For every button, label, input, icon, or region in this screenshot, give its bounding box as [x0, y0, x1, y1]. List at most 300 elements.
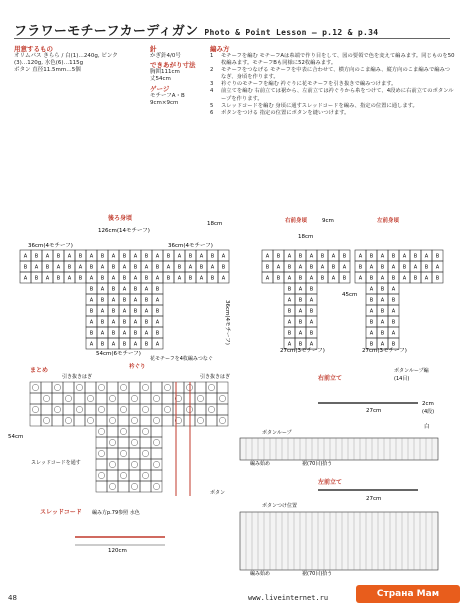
motif-label: A: [45, 253, 50, 260]
motif-label: A: [210, 264, 215, 271]
dim-front-27a: 27cm(3モチーフ): [280, 348, 325, 354]
assembly-cell: [140, 448, 151, 459]
motif-label: A: [122, 264, 127, 271]
assembly-cell: [195, 415, 206, 426]
dim-v36: 36cm(4モチーフ): [224, 300, 230, 345]
button-pos-label: ボタンつけ位置: [262, 503, 298, 509]
motif-label: B: [78, 275, 83, 282]
motif-label: B: [56, 253, 61, 260]
pull-right: 引き抜きはぎ: [200, 374, 231, 380]
motif-label: A: [100, 330, 105, 337]
assembly-diagram: [30, 382, 228, 496]
motif-label: A: [402, 275, 407, 282]
neck-label: 衿ぐり: [129, 364, 146, 370]
size-line: 丈54cm: [150, 76, 171, 83]
motif-label: A: [424, 275, 429, 282]
motif-label: A: [34, 264, 39, 271]
assembly-cell: [129, 382, 140, 393]
hem-right: 裾(70目)拾う: [302, 461, 333, 467]
motif-label: A: [298, 264, 303, 271]
flower-motif: [153, 395, 159, 401]
back-title: 後ろ身頃: [108, 215, 133, 222]
needle-line: かぎ針4/0号: [150, 53, 181, 59]
motif-label: B: [133, 330, 138, 337]
motif-label: A: [380, 319, 385, 326]
step-number: 4: [210, 88, 214, 95]
motif-label: A: [67, 275, 72, 282]
assembly-cell: [173, 415, 184, 426]
assembly-cell: [217, 382, 228, 393]
flower-motif: [43, 395, 49, 401]
motif-label: B: [34, 275, 39, 282]
materials-line: ボタン 直径11.5mm…5個: [14, 67, 81, 74]
assembly-cell: [118, 437, 129, 448]
assembly-cell: [129, 481, 140, 492]
motif-label: A: [78, 264, 83, 271]
assembly-cell: [30, 393, 41, 404]
motif-label: B: [155, 286, 160, 293]
motif-label: B: [298, 297, 303, 304]
assembly-cell: [129, 415, 140, 426]
motif-label: B: [342, 253, 347, 260]
motif-label: B: [287, 330, 292, 337]
motif-label: B: [100, 297, 105, 304]
gauge-heading: ゲージ: [150, 84, 170, 93]
motif-label: B: [155, 264, 160, 271]
assembly-cell: [96, 470, 107, 481]
band-w2: 2cm: [422, 401, 434, 407]
size-line: 胸囲111cm: [150, 69, 180, 76]
assembly-cell: [118, 470, 129, 481]
flower-motif: [164, 384, 170, 390]
motif-label: A: [122, 308, 127, 315]
flower-motif: [131, 483, 137, 489]
flower-motif: [208, 384, 214, 390]
cord-note: 編み方p.79参照 水色: [92, 510, 140, 516]
motif-label: B: [23, 264, 28, 271]
step-text: モチーフをつなげる モチーフを中表に合わせて、横方向のこま編み、縦方向のこま編みで編みつなぎ、身頃を作ります。: [221, 67, 451, 81]
motif-label: A: [111, 319, 116, 326]
step-number: 5: [210, 102, 214, 109]
materials-line: オリムパス きらら / 白(1)…240g, ピンク: [14, 53, 118, 59]
motif-grids: [20, 250, 443, 349]
motif-label: B: [89, 308, 94, 315]
flower-motif: [98, 450, 104, 456]
assembly-cell: [195, 404, 206, 415]
title-main: フラワーモチーフカーディガン: [14, 24, 199, 39]
flower-motif: [109, 461, 115, 467]
motif-label: A: [221, 253, 226, 260]
assembly-cell: [96, 415, 107, 426]
motif-label: B: [144, 297, 149, 304]
flower-motif: [98, 428, 104, 434]
dim-side-right: 36cm(4モチーフ): [168, 243, 213, 249]
motif-label: B: [435, 253, 440, 260]
assembly-cell: [52, 404, 63, 415]
assembly-cell: [140, 393, 151, 404]
step-number: 3: [210, 81, 214, 88]
band-chart: [240, 438, 438, 460]
materials-heading: 用意するもの: [14, 45, 53, 53]
motif-label: B: [111, 308, 116, 315]
motif-label: B: [287, 286, 292, 293]
motif-label: A: [133, 297, 138, 304]
motif-label: B: [413, 253, 418, 260]
assembly-cell: [140, 382, 151, 393]
motif-label: A: [133, 275, 138, 282]
motif-label: B: [369, 275, 374, 282]
assembly-cell: [52, 393, 63, 404]
assembly-cell: [74, 382, 85, 393]
assembly-cell: [107, 459, 118, 470]
motif-label: B: [100, 341, 105, 348]
motif-label: A: [369, 308, 374, 315]
assembly-cell: [63, 415, 74, 426]
left-band-title: 左前立て: [318, 479, 343, 486]
motif-label: A: [45, 275, 50, 282]
motif-label: A: [155, 341, 160, 348]
motif-label: A: [309, 253, 314, 260]
assembly-cell: [195, 393, 206, 404]
motif-label: B: [298, 319, 303, 326]
motif-label: B: [210, 275, 215, 282]
motif-label: A: [144, 330, 149, 337]
flower-motif: [109, 483, 115, 489]
flower-motif: [76, 384, 82, 390]
motif-label: B: [342, 275, 347, 282]
motif-label: B: [34, 253, 39, 260]
motif-label: A: [358, 275, 363, 282]
assembly-cell: [30, 404, 41, 415]
motif-label: A: [309, 319, 314, 326]
flower-motif: [131, 417, 137, 423]
dim-front-45: 45cm: [342, 292, 358, 298]
motif-label: B: [298, 341, 303, 348]
assembly-cell: [41, 382, 52, 393]
motif-label: A: [111, 341, 116, 348]
assembly-cell: [41, 404, 52, 415]
motif-label: A: [309, 297, 314, 304]
flower-motif: [76, 406, 82, 412]
flower-motif: [131, 439, 137, 445]
assembly-cell: [118, 393, 129, 404]
motif-label: B: [435, 275, 440, 282]
needle-heading: 針: [150, 45, 157, 53]
assembly-cell: [85, 382, 96, 393]
title-sub: Photo & Point Lesson – p.12 & p.34: [204, 28, 379, 37]
motif-label: B: [100, 253, 105, 260]
flower-motif: [87, 395, 93, 401]
motif-label: A: [89, 319, 94, 326]
motif-label: A: [166, 264, 171, 271]
assembly-cell: [140, 470, 151, 481]
assembly-cell: [140, 415, 151, 426]
motif-label: A: [133, 319, 138, 326]
motif-label: A: [100, 308, 105, 315]
assembly-cell: [96, 481, 107, 492]
motif-label: A: [380, 297, 385, 304]
start-left: 編み始め: [250, 571, 271, 577]
assembly-cell: [118, 426, 129, 437]
motif-label: A: [155, 275, 160, 282]
flower-motif: [208, 406, 214, 412]
motif-label: B: [380, 330, 385, 337]
assembly-cell: [162, 393, 173, 404]
loop-count: (14目): [394, 376, 410, 382]
assembly-cell: [96, 459, 107, 470]
size-heading: できあがり寸法: [150, 61, 196, 70]
motif-label: B: [369, 341, 374, 348]
motif-label: B: [413, 275, 418, 282]
motif-label: B: [199, 264, 204, 271]
flower-motif: [98, 406, 104, 412]
assembly-cell: [74, 415, 85, 426]
motif-label: B: [133, 308, 138, 315]
assembly-cell: [107, 481, 118, 492]
assembly-cell: [118, 382, 129, 393]
motif-label: B: [320, 253, 325, 260]
motif-label: A: [89, 297, 94, 304]
assembly-cell: [151, 426, 162, 437]
assembly-cell: [129, 437, 140, 448]
motif-label: A: [177, 275, 182, 282]
dim-18: 18cm: [207, 221, 223, 227]
assembly-cell: [162, 382, 173, 393]
motif-label: B: [369, 297, 374, 304]
dim-center: 54cm(6モチーフ): [96, 351, 141, 357]
motif-label: B: [100, 275, 105, 282]
motif-label: B: [402, 264, 407, 271]
assembly-cell: [30, 415, 41, 426]
motif-label: B: [380, 264, 385, 271]
assembly-cell: [129, 448, 140, 459]
motif-label: B: [391, 319, 396, 326]
assembly-cell: [140, 437, 151, 448]
motif-label: B: [309, 308, 314, 315]
assembly-cell: [118, 448, 129, 459]
motif-label: B: [309, 286, 314, 293]
assembly-cell: [151, 415, 162, 426]
flower-motif: [32, 406, 38, 412]
motif-label: A: [342, 264, 347, 271]
pull-left: 引き抜きはぎ: [62, 374, 93, 380]
motif-label: B: [391, 275, 396, 282]
motif-label: B: [424, 264, 429, 271]
motif-label: A: [391, 286, 396, 293]
flower-motif: [87, 417, 93, 423]
hem-left: 裾(70目)拾う: [302, 571, 333, 577]
motif-label: A: [331, 253, 336, 260]
assembly-cell: [63, 382, 74, 393]
flower-motif: [32, 384, 38, 390]
step-text: 衿ぐりのモチーフを編む 衿ぐりに花モチーフを引き抜きで編みつけます。: [221, 81, 397, 88]
assembly-cell: [129, 470, 140, 481]
source-url: www.liveinternet.ru: [248, 594, 329, 602]
motif-label: B: [309, 264, 314, 271]
assembly-cell: [151, 481, 162, 492]
white-label: 白: [424, 424, 430, 430]
motif-label: A: [287, 341, 292, 348]
flower-motif: [153, 417, 159, 423]
flower-motif: [164, 406, 170, 412]
motif-label: A: [144, 286, 149, 293]
motif-label: B: [122, 253, 127, 260]
assembly-title: まとめ: [30, 367, 49, 374]
motif-label: B: [144, 341, 149, 348]
motif-label: A: [133, 341, 138, 348]
assembly-cell: [217, 415, 228, 426]
assembly-cell: [140, 481, 151, 492]
assembly-cell: [173, 393, 184, 404]
assembly-cell: [151, 437, 162, 448]
right-band-title: 右前立て: [318, 375, 343, 382]
flower-motif: [109, 395, 115, 401]
page-number: 48: [8, 594, 17, 602]
step-text: ボタンをつける 指定の位置にボタンを縫いつけます。: [221, 109, 350, 116]
watermark-logo: Страна Мам: [356, 585, 460, 603]
assembly-cell: [206, 415, 217, 426]
motif-label: B: [111, 330, 116, 337]
motif-label: B: [276, 275, 281, 282]
step-number: 1: [210, 53, 214, 59]
motif-label: B: [45, 264, 50, 271]
motif-label: B: [391, 341, 396, 348]
flower-motif: [98, 384, 104, 390]
motif-label: A: [298, 308, 303, 315]
assembly-cell: [107, 448, 118, 459]
gauge-line: モチーフA・B: [150, 92, 185, 99]
right-front-title: 右前身頃: [285, 218, 308, 224]
motif-label: B: [287, 308, 292, 315]
motif-label: B: [369, 319, 374, 326]
gauge-line: 9cm×9cm: [150, 99, 179, 106]
band-chart: [240, 512, 438, 570]
motif-label: B: [210, 253, 215, 260]
motif-label: A: [391, 330, 396, 337]
thread-note: スレッドコードを通す: [31, 460, 81, 466]
motif-label: B: [391, 253, 396, 260]
motif-label: B: [358, 264, 363, 271]
motif-label: B: [177, 264, 182, 271]
motif-label: A: [100, 264, 105, 271]
assembly-cell: [151, 404, 162, 415]
assembly-cell: [151, 459, 162, 470]
motif-label: B: [111, 286, 116, 293]
motif-label: B: [133, 264, 138, 271]
motif-label: B: [331, 264, 336, 271]
assembly-cell: [151, 448, 162, 459]
motif-label: A: [67, 253, 72, 260]
assembly-cell: [52, 415, 63, 426]
motif-label: A: [155, 253, 160, 260]
assembly-cell: [96, 393, 107, 404]
motif-label: B: [380, 286, 385, 293]
assembly-cell: [118, 404, 129, 415]
flower-motif: [197, 395, 203, 401]
motif-label: A: [100, 286, 105, 293]
motif-label: B: [380, 308, 385, 315]
assembly-cell: [96, 426, 107, 437]
flower-motif: [219, 395, 225, 401]
front-bands: [240, 403, 438, 570]
motif-label: B: [100, 319, 105, 326]
motif-label: B: [320, 275, 325, 282]
motif-label: A: [188, 264, 193, 271]
assembly-cell: [63, 404, 74, 415]
flower-motif: [142, 472, 148, 478]
motif-label: B: [188, 253, 193, 260]
flower-motif: [131, 461, 137, 467]
method-heading: 編み方: [210, 45, 230, 53]
neck-note: 花モチーフを4枚編みつなぐ: [150, 356, 213, 362]
band-rows: (4段): [422, 409, 435, 415]
flower-motif: [153, 483, 159, 489]
motif-label: B: [89, 286, 94, 293]
motif-label: B: [122, 297, 127, 304]
motif-label: B: [188, 275, 193, 282]
assembly-cell: [107, 393, 118, 404]
dim-front-18: 18cm: [298, 234, 314, 240]
motif-label: B: [89, 264, 94, 271]
motif-label: A: [391, 308, 396, 315]
motif-label: A: [265, 253, 270, 260]
motif-label: A: [111, 253, 116, 260]
motif-label: A: [358, 253, 363, 260]
motif-label: A: [391, 264, 396, 271]
flower-motif: [65, 417, 71, 423]
assembly-cell: [85, 415, 96, 426]
assembly-cell: [107, 415, 118, 426]
motif-label: A: [265, 275, 270, 282]
motif-label: A: [155, 319, 160, 326]
motif-label: A: [89, 341, 94, 348]
flower-motif: [120, 428, 126, 434]
assembly-cell: [206, 382, 217, 393]
motif-label: A: [287, 253, 292, 260]
motif-label: A: [369, 264, 374, 271]
assembly-cell: [162, 415, 173, 426]
dim-width-total: 126cm(14モチーフ): [98, 228, 150, 234]
motif-label: B: [298, 253, 303, 260]
flower-motif: [142, 450, 148, 456]
motif-label: A: [331, 275, 336, 282]
motif-label: A: [199, 275, 204, 282]
assembly-cell: [63, 393, 74, 404]
motif-label: A: [111, 275, 116, 282]
flower-motif: [120, 384, 126, 390]
flower-motif: [197, 417, 203, 423]
assembly-cell: [173, 404, 184, 415]
motif-label: A: [89, 253, 94, 260]
flower-motif: [65, 395, 71, 401]
motif-label: A: [221, 275, 226, 282]
step-text: スレッドコードを編む 身頃に通すスレッドコードを編み、指定の位置に通します。: [221, 102, 418, 109]
dim-side-left: 36cm(4モチーフ): [28, 243, 73, 249]
motif-label: A: [89, 275, 94, 282]
step-number: 2: [210, 67, 214, 74]
motif-label: A: [380, 253, 385, 260]
motif-label: A: [369, 286, 374, 293]
motif-label: B: [155, 308, 160, 315]
flower-motif: [109, 417, 115, 423]
flower-motif: [153, 461, 159, 467]
assembly-cell: [107, 437, 118, 448]
assembly-cell: [195, 382, 206, 393]
motif-label: A: [298, 330, 303, 337]
motif-label: A: [309, 275, 314, 282]
assembly-cell: [129, 404, 140, 415]
motif-label: A: [23, 253, 28, 260]
